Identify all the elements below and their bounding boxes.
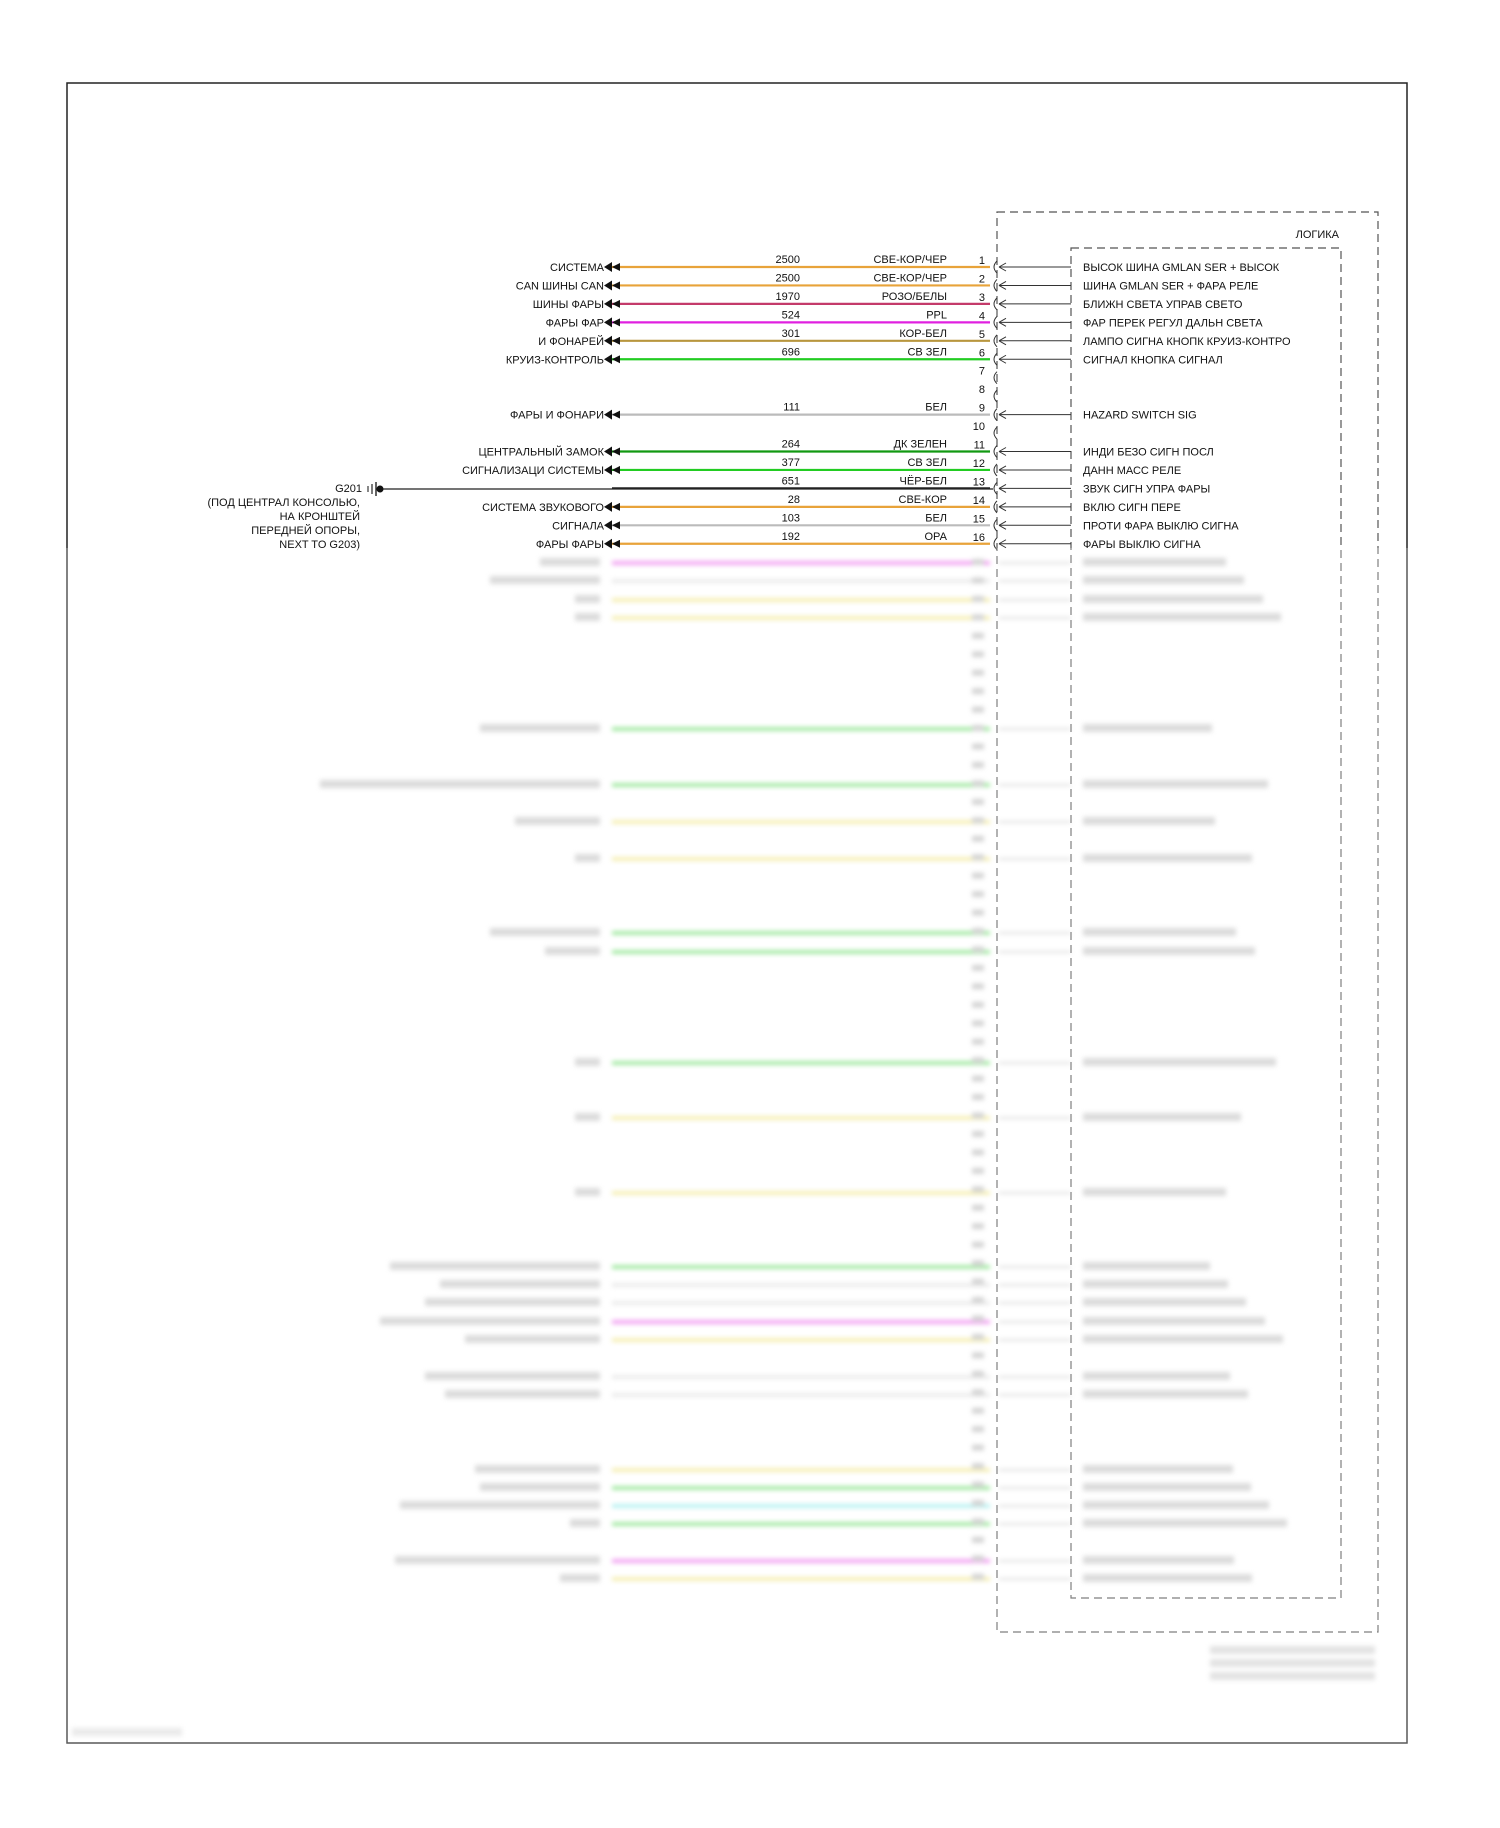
- circuit-destination-label: ФАРЫ ФАРЫ: [535, 538, 604, 551]
- pin-number: 2: [978, 273, 985, 286]
- wire-row-3: [533, 291, 1243, 311]
- blurred-pin: [972, 1113, 984, 1119]
- blurred-label: [480, 1483, 600, 1491]
- circuit-number: 28: [787, 493, 800, 506]
- blurred-label: [1083, 1574, 1252, 1582]
- blurred-pin: [972, 910, 984, 916]
- ground-location-line: (ПОД ЦЕНТРАЛ КОНСОЛЬЮ,: [207, 497, 360, 509]
- blurred-pin: [972, 836, 984, 842]
- blurred-label: [1083, 576, 1244, 584]
- blurred-label: [425, 1298, 600, 1306]
- blurred-pin: [972, 1518, 984, 1524]
- pin-number: 5: [978, 328, 985, 341]
- circuit-number: 377: [781, 456, 800, 469]
- blurred-label: [575, 1113, 600, 1121]
- blurred-pin: [972, 780, 984, 786]
- module-signal-label: ПРОТИ ФАРА ВЫКЛЮ СИГНА: [1083, 520, 1239, 533]
- blurred-pin: [972, 1149, 984, 1155]
- ground-location-line: ПЕРЕДНЕЙ ОПОРЫ,: [251, 525, 360, 537]
- blurred-pin: [972, 762, 984, 768]
- wire-color-code: КОР-БЕЛ: [899, 327, 947, 340]
- circuit-number: 1970: [775, 290, 800, 303]
- blurred-pin: [972, 1445, 984, 1451]
- circuit-number: 696: [781, 346, 800, 359]
- blurred-pin: [972, 1426, 984, 1432]
- circuit-number: 651: [781, 475, 800, 488]
- blurred-label: [1083, 1317, 1265, 1325]
- blurred-pin: [972, 799, 984, 805]
- blurred-pin: [972, 1334, 984, 1340]
- ground-location-line: НА КРОНШТЕЙ: [279, 511, 360, 523]
- blurred-pin: [972, 1168, 984, 1174]
- arrow-left-icon: [604, 447, 612, 457]
- blurred-pin: [972, 725, 984, 731]
- module-signal-label: ЗВУК СИГН УПРА ФАРЫ: [1083, 483, 1211, 496]
- arrow-left-icon: [604, 317, 612, 327]
- wire-color-code: СВ ЗЕЛ: [907, 346, 947, 359]
- blurred-label: [1083, 724, 1212, 732]
- pin-number: 8: [978, 384, 985, 397]
- blurred-pin: [972, 670, 984, 676]
- wire-row-5: [538, 328, 1291, 348]
- blurred-pin: [972, 1482, 984, 1488]
- module-signal-label: ШИНА GMLAN SER + ФАРА РЕЛЕ: [1083, 280, 1259, 293]
- module-signal-label: ЛАМПО СИГНА КНОПК КРУИЗ-КОНТРО: [1083, 335, 1291, 348]
- pin-number: 15: [972, 513, 985, 526]
- blurred-label: [480, 724, 600, 732]
- wire-row-1: [550, 254, 1280, 274]
- circuit-number: 264: [781, 438, 800, 451]
- blurred-pin: [972, 1223, 984, 1229]
- blurred-label: [575, 595, 600, 603]
- circuit-number: 524: [781, 309, 800, 322]
- blurred-label: [1083, 780, 1268, 788]
- blurred-pin: [972, 1020, 984, 1026]
- pin-number: 9: [978, 402, 985, 415]
- blurred-label: [560, 1574, 600, 1582]
- blurred-label: [575, 1058, 600, 1066]
- pin-number: 3: [978, 291, 985, 304]
- ground-symbol-icon: [368, 482, 384, 496]
- circuit-destination-label: ШИНЫ ФАРЫ: [532, 298, 604, 311]
- blurred-pin: [972, 1574, 984, 1580]
- blurred-label: [575, 854, 600, 862]
- arrow-left-icon: [604, 410, 612, 420]
- module-signal-label: HAZARD SWITCH SIG: [1083, 409, 1197, 422]
- wire-row-10: [973, 421, 997, 439]
- blurred-label: [1083, 613, 1281, 621]
- blurred-pin: [972, 1205, 984, 1211]
- blurred-label: [1083, 595, 1263, 603]
- blurred-pin: [972, 1500, 984, 1506]
- blurred-pin: [972, 596, 984, 602]
- blurred-label: [1083, 1188, 1226, 1196]
- blurred-label: [1083, 854, 1252, 862]
- blurred-label: [1083, 1501, 1269, 1509]
- blurred-pin: [972, 1039, 984, 1045]
- wire-color-code: ДК ЗЕЛЕН: [893, 438, 947, 451]
- pin-number: 14: [972, 494, 985, 507]
- blurred-pin: [972, 1297, 984, 1303]
- module-signal-label: ВЫСОК ШИНА GMLAN SER + ВЫСОК: [1083, 262, 1280, 274]
- module-outer-box: [997, 212, 1378, 1632]
- circuit-destination-label: ФАРЫ И ФОНАРИ: [510, 409, 604, 422]
- blurred-pin: [972, 1352, 984, 1358]
- wire-color-code: ЧЁР-БЕЛ: [899, 475, 947, 488]
- wire-color-code: БЕЛ: [925, 512, 947, 525]
- blurred-label: [425, 1372, 600, 1380]
- blurred-pin: [972, 946, 984, 952]
- wire-row-16: [536, 531, 1201, 551]
- blurred-pin: [972, 1057, 984, 1063]
- blurred-label: [380, 1317, 600, 1325]
- blurred-label: [1083, 1483, 1251, 1491]
- blurred-pin: [972, 1186, 984, 1192]
- blurred-pin: [972, 1555, 984, 1561]
- blurred-pin: [972, 744, 984, 750]
- blurred-pin: [972, 928, 984, 934]
- blurred-pin: [972, 1131, 984, 1137]
- blurred-pin: [972, 577, 984, 583]
- blurred-label: [1083, 1113, 1241, 1121]
- blurred-label: [1083, 1519, 1287, 1527]
- blurred-label: [1083, 1298, 1246, 1306]
- blurred-label: [570, 1519, 600, 1527]
- wire-color-code: БЕЛ: [925, 401, 947, 414]
- blurred-caption: [72, 1646, 1375, 1736]
- ground-location-line: NEXT TO G203): [279, 539, 360, 551]
- circuit-number: 111: [783, 401, 800, 414]
- blurred-pin: [972, 1315, 984, 1321]
- blurred-label: [445, 1390, 600, 1398]
- diagram-frame: [67, 83, 1407, 1743]
- blurred-pin: [972, 707, 984, 713]
- blurred-pin: [972, 1371, 984, 1377]
- module-signal-label: ФАРЫ ВЫКЛЮ СИГНА: [1083, 538, 1201, 551]
- pin-number: 7: [978, 365, 985, 378]
- pin-number: 12: [972, 457, 985, 470]
- wire-row-6: [506, 346, 1223, 366]
- wire-row-9: [510, 402, 1197, 422]
- blurred-pin: [972, 891, 984, 897]
- circuit-number: 2500: [775, 254, 800, 266]
- pin-number: 11: [973, 439, 985, 452]
- blurred-pin: [972, 1002, 984, 1008]
- circuit-number: 103: [781, 512, 800, 525]
- pin-number: 6: [978, 347, 985, 360]
- circuit-destination-label: ФАРЫ ФАР: [545, 317, 604, 330]
- wire-row-12: [462, 457, 1181, 477]
- wire-row-4: [546, 309, 1264, 329]
- blurred-lower-diagram: [320, 558, 1287, 1582]
- blurred-label: [515, 817, 600, 825]
- blurred-label: [575, 1188, 600, 1196]
- module-signal-label: СИГНАЛ КНОПКА СИГНАЛ: [1083, 354, 1223, 367]
- blurred-pin: [972, 1463, 984, 1469]
- wire-row-7: [979, 366, 997, 384]
- blurred-label: [1083, 1058, 1276, 1066]
- blurred-label: [475, 1465, 600, 1473]
- blurred-pin: [972, 1242, 984, 1248]
- circuit-destination-label: И ФОНАРЕЙ: [538, 335, 604, 348]
- wire-color-code: РОЗО/БЕЛЫ: [881, 290, 947, 303]
- blurred-label: [1083, 1465, 1233, 1473]
- blurred-label: [490, 928, 600, 936]
- blurred-pin: [972, 983, 984, 989]
- ground-id: G201: [335, 483, 362, 495]
- blurred-pin: [972, 633, 984, 639]
- module-signal-label: ДАНН МАСС РЕЛЕ: [1083, 464, 1182, 477]
- blurred-label: [1083, 1372, 1230, 1380]
- blurred-label: [540, 558, 600, 566]
- module-signal-label: ВКЛЮ СИГН ПЕРЕ: [1083, 501, 1181, 514]
- arrow-left-icon: [604, 299, 612, 309]
- blurred-label: [320, 780, 600, 788]
- circuit-destination-label: ЦЕНТРАЛЬНЫЙ ЗАМОК: [478, 446, 604, 459]
- pin-number: 16: [972, 531, 985, 544]
- arrow-left-icon: [604, 539, 612, 549]
- blurred-label: [440, 1280, 600, 1288]
- blurred-pin: [972, 614, 984, 620]
- blurred-label: [1083, 558, 1226, 566]
- blurred-label: [1083, 928, 1236, 936]
- blurred-label: [1083, 1390, 1248, 1398]
- wire-row-14: [482, 494, 1181, 514]
- wire-row-15: [552, 512, 1239, 532]
- blurred-pin: [972, 1537, 984, 1543]
- circuit-destination-label: КРУИЗ-КОНТРОЛЬ: [505, 354, 604, 367]
- arrow-left-icon: [604, 354, 612, 364]
- blurred-label: [400, 1501, 600, 1509]
- pin-number: 4: [978, 310, 985, 323]
- wire-color-code: СВЕ-КОР/ЧЕР: [873, 254, 947, 266]
- circuit-destination-label: СИСТЕМА ЗВУКОВОГО: [482, 501, 604, 514]
- wire-row-11: [478, 439, 1213, 459]
- blurred-pin: [972, 1076, 984, 1082]
- blurred-label: [1083, 1262, 1210, 1270]
- circuit-destination-label: СИГНАЛА: [552, 520, 604, 533]
- pin-number: 1: [978, 255, 985, 267]
- wire-color-code: СВ ЗЕЛ: [907, 456, 947, 469]
- pin-number: 10: [972, 421, 985, 434]
- module-signal-label: БЛИЖН СВЕТА УПРАВ СВЕТО: [1083, 298, 1243, 311]
- wire-color-code: СВЕ-КОР/ЧЕР: [873, 272, 947, 285]
- arrow-left-icon: [604, 262, 612, 272]
- wire-row-13: [612, 475, 1210, 495]
- blurred-pin: [972, 1260, 984, 1266]
- blurred-pin: [972, 688, 984, 694]
- arrow-left-icon: [604, 465, 612, 475]
- blurred-pin: [972, 1389, 984, 1395]
- blurred-label: [490, 576, 600, 584]
- blurred-label: [1083, 1556, 1234, 1564]
- arrow-left-icon: [604, 280, 612, 290]
- blurred-label: [1083, 1335, 1283, 1343]
- pin-number: 13: [972, 476, 985, 489]
- wire-color-code: ОРА: [924, 530, 947, 543]
- blurred-pin: [972, 1408, 984, 1414]
- blurred-label: [390, 1262, 600, 1270]
- blurred-pin: [972, 854, 984, 860]
- blurred-label: [1083, 947, 1255, 955]
- blurred-label: [1083, 817, 1215, 825]
- wire-row-8: [979, 384, 997, 402]
- blurred-pin: [972, 1094, 984, 1100]
- blurred-pin: [972, 873, 984, 879]
- module-signal-label: ИНДИ БЕЗО СИГН ПОСЛ: [1083, 446, 1214, 459]
- arrow-left-icon: [604, 336, 612, 346]
- wire-row-2: [516, 272, 1259, 292]
- circuit-number: 2500: [775, 272, 800, 285]
- blurred-label: [465, 1335, 600, 1343]
- blurred-pin: [972, 817, 984, 823]
- circuit-destination-label: СИСТЕМА: [550, 262, 604, 274]
- wire-color-code: СВЕ-КОР: [898, 493, 947, 506]
- blurred-pin: [972, 559, 984, 565]
- circuit-number: 301: [781, 327, 800, 340]
- circuit-number: 192: [781, 530, 800, 543]
- arrow-left-icon: [604, 520, 612, 530]
- blurred-label: [545, 947, 600, 955]
- blurred-label: [575, 613, 600, 621]
- blurred-pin: [972, 1279, 984, 1285]
- arrow-left-icon: [604, 502, 612, 512]
- module-signal-label: ФАР ПЕРЕК РЕГУЛ ДАЛЬН СВЕТА: [1083, 317, 1263, 330]
- circuit-destination-label: CAN ШИНЫ CAN: [515, 280, 604, 293]
- circuit-destination-label: СИГНАЛИЗАЦИ СИСТЕМЫ: [462, 464, 604, 477]
- blurred-pin: [972, 651, 984, 657]
- wire-color-code: PPL: [926, 309, 947, 322]
- blurred-pin: [972, 965, 984, 971]
- logic-label: ЛОГИКА: [1295, 229, 1339, 241]
- blurred-label: [1083, 1280, 1228, 1288]
- blurred-label: [395, 1556, 600, 1564]
